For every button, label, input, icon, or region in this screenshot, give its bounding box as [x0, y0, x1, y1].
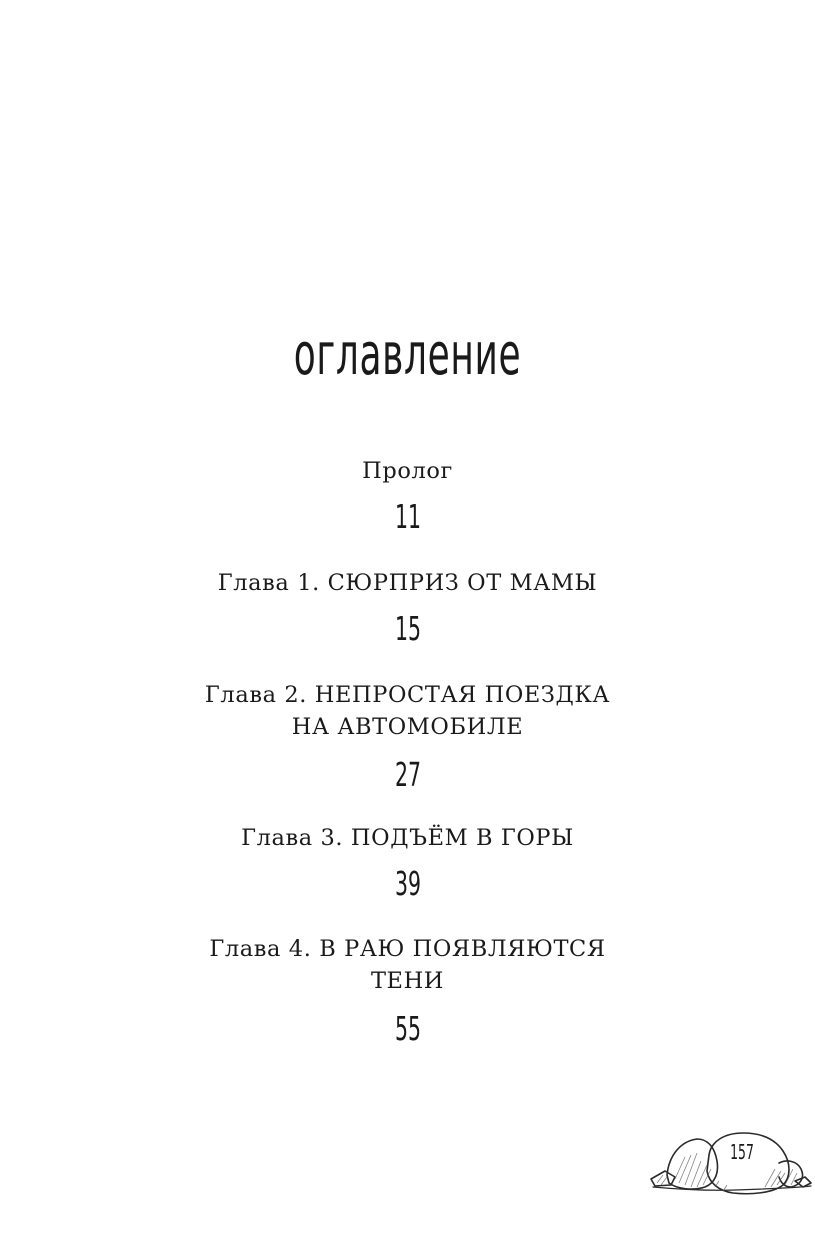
- toc-entry-chapter-4: [0, 933, 815, 1049]
- toc-entry-title-line-1: Глава 4. В РАЮ ПОЯВЛЯЮТСЯ: [209, 936, 606, 962]
- toc-entry-page-number: 15: [394, 609, 421, 648]
- toc-entry-title-line-1: Глава 2. НЕПРОСТАЯ ПОЕЗДКА: [204, 682, 611, 708]
- toc-entry-chapter-3: [0, 822, 815, 904]
- toc-heading: оглавление: [293, 320, 522, 388]
- page-number: 157: [730, 1140, 754, 1164]
- toc-entry-page-number: 27: [394, 755, 421, 794]
- toc-entry-chapter-2: [0, 679, 815, 795]
- toc-entry-prologue: [0, 455, 815, 537]
- toc-entry-title-line-2: ТЕНИ: [370, 968, 445, 994]
- toc-entry-title: Глава 3. ПОДЪЁМ В ГОРЫ: [241, 825, 574, 851]
- toc-entry-title-line-2: НА АВТОМОБИЛЕ: [291, 714, 524, 740]
- toc-entry-page-number: 11: [394, 497, 421, 536]
- toc-entry-title: Глава 1. СЮРПРИЗ ОТ МАМЫ: [217, 570, 598, 596]
- toc-entry-page-number: 55: [394, 1009, 421, 1048]
- toc-entry-page-number: 39: [394, 864, 421, 903]
- toc-entry-chapter-1: [0, 567, 815, 649]
- rocks-sketch-icon: [645, 1125, 815, 1205]
- toc-entry-title: Пролог: [362, 458, 453, 484]
